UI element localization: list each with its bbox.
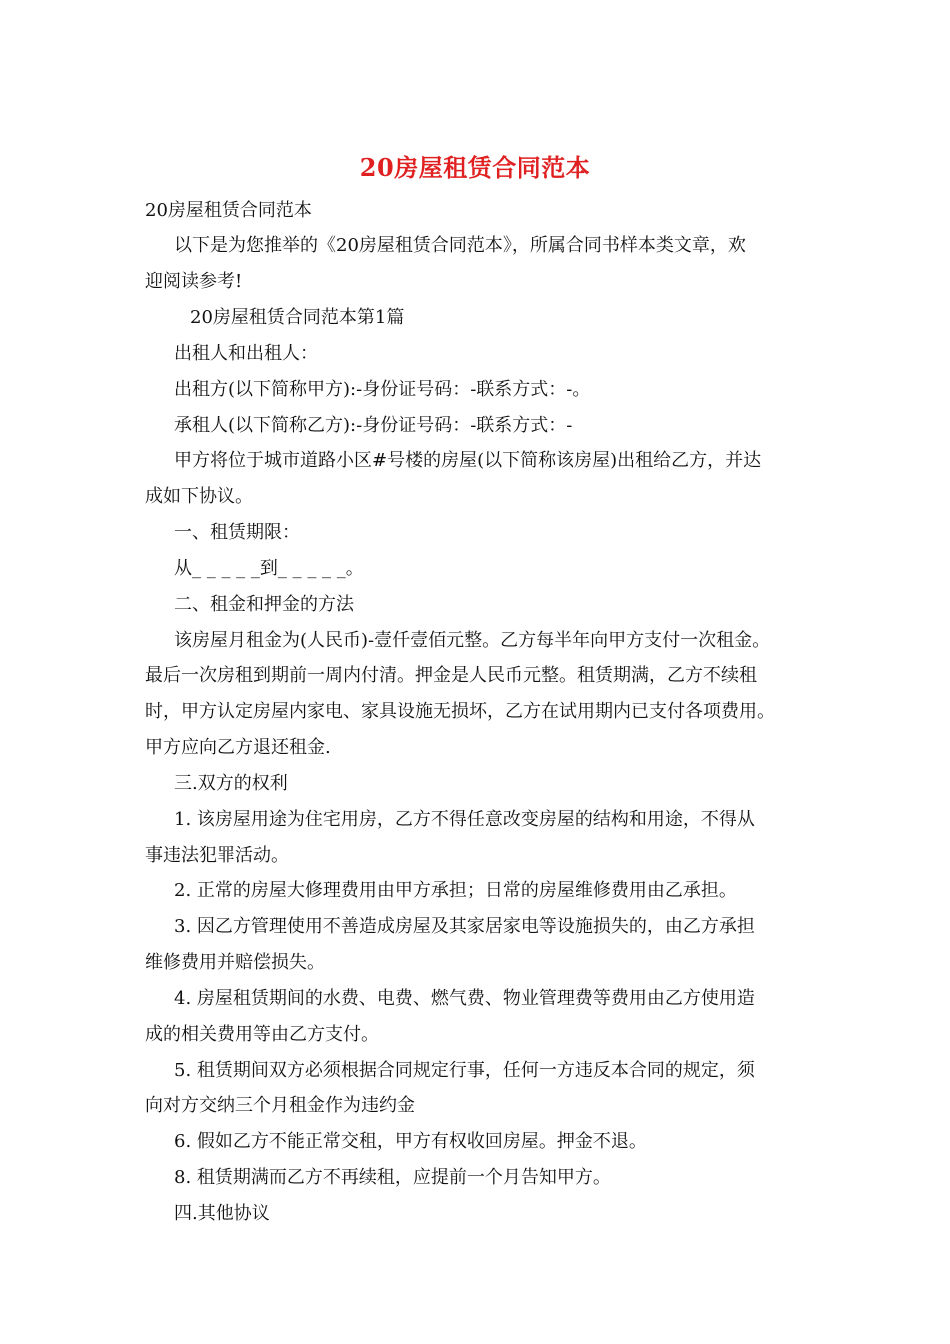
doc-line: 三.双方的权利	[174, 773, 288, 794]
doc-line: 出租方(以下简称甲方):-身份证号码：-联系方式：-。	[174, 379, 591, 400]
doc-line: 1. 该房屋用途为住宅用房，乙方不得任意改变房屋的结构和用途，不得从	[174, 809, 755, 830]
doc-line: 成的相关费用等由乙方支付。	[145, 1024, 379, 1045]
doc-line: 6. 假如乙方不能正常交租，甲方有权收回房屋。押金不退。	[174, 1131, 647, 1152]
doc-line: 20房屋租赁合同范本	[145, 200, 312, 221]
doc-line: 承租人(以下简称乙方):-身份证号码：-联系方式：-	[174, 415, 573, 436]
doc-line: 四.其他协议	[174, 1203, 270, 1224]
doc-line: 以下是为您推举的《20房屋租赁合同范本》，所属合同书样本类文章，欢	[174, 235, 746, 256]
document-title: 20房屋租赁合同范本	[359, 153, 591, 182]
doc-line: 事违法犯罪活动。	[145, 845, 289, 866]
doc-line: 5. 租赁期间双方必须根据合同规定行事，任何一方违反本合同的规定，须	[174, 1060, 755, 1081]
doc-line: 3. 因乙方管理使用不善造成房屋及其家居家电等设施损失的，由乙方承担	[174, 916, 755, 937]
doc-line: 成如下协议。	[145, 486, 253, 507]
doc-line: 二、租金和押金的方法	[174, 594, 354, 615]
doc-line: 甲方将位于城市道路小区#号楼的房屋(以下简称该房屋)出租给乙方，并达	[174, 450, 762, 471]
doc-line: 维修费用并赔偿损失。	[145, 952, 325, 973]
doc-line: 8. 租赁期满而乙方不再续租，应提前一个月告知甲方。	[174, 1167, 611, 1188]
doc-line: 从_ _ _ _ _到_ _ _ _ _。	[174, 558, 364, 579]
doc-line: 最后一次房租到期前一周内付清。押金是人民币元整。租赁期满，乙方不续租	[145, 665, 757, 686]
doc-line: 该房屋月租金为(人民币)-壹仟壹佰元整。乙方每半年向甲方支付一次租金。	[174, 630, 771, 651]
doc-line: 时，甲方认定房屋内家电、家具设施无损坏，乙方在试用期内已支付各项费用。	[145, 701, 775, 722]
doc-line: 迎阅读参考!	[145, 271, 243, 292]
doc-line: 20房屋租赁合同范本第1篇	[190, 307, 405, 328]
doc-line: 4. 房屋租赁期间的水费、电费、燃气费、物业管理费等费用由乙方使用造	[174, 988, 755, 1009]
doc-line: 甲方应向乙方退还租金.	[145, 737, 331, 758]
doc-line: 出租人和出租人：	[174, 343, 318, 364]
doc-line: 2. 正常的房屋大修理费用由甲方承担；日常的房屋维修费用由乙承担。	[174, 880, 737, 901]
doc-line: 一、租赁期限：	[174, 522, 300, 543]
doc-line: 向对方交纳三个月租金作为违约金	[145, 1095, 415, 1116]
